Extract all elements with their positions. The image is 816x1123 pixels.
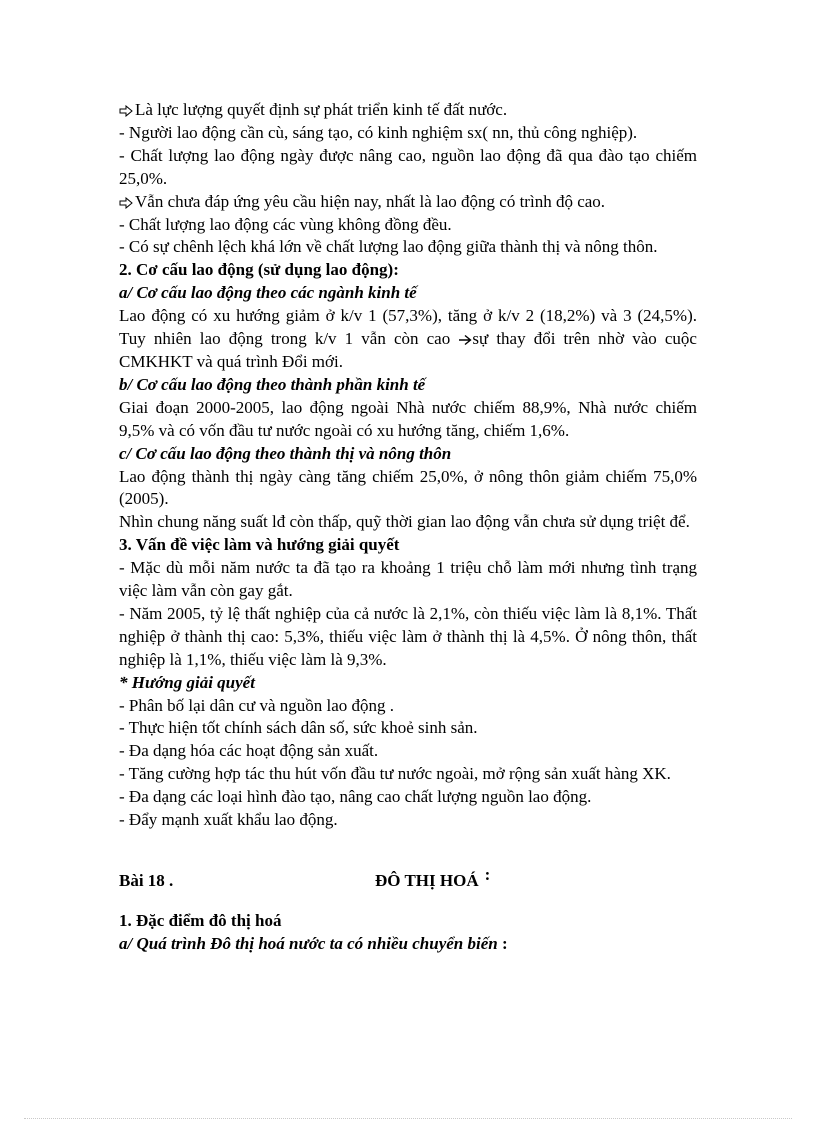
lesson-title-text: ĐÔ THỊ HOÁ — [375, 871, 479, 890]
document-page — [119, 99, 697, 956]
line-text: Vẫn chưa đáp ứng yêu cầu hiện nay, nhất là lao động có trình độ cao. — [135, 191, 606, 211]
paragraph-text: Lao động có xu hướng giảm ở k/v 1 (57,3%), tăng ở k/v 2 (18,2%) và 3 (24,5%). Tuy nhiên lao động trong k/v 1 vẫn còn cao — [119, 306, 697, 349]
line-text: - Chất lượng lao động ngày được nâng cao, nguồn lao động đã qua đào tạo chiếm 25,0%. — [119, 145, 697, 188]
lesson-title-mark: : — [484, 865, 491, 884]
paragraph-text: sự thay đổi trên nhờ vào cuộc CMKHKT và quá trình Đổi mới. — [119, 329, 697, 371]
thin-right-arrow-icon — [458, 329, 472, 348]
line-text: - Chất lượng lao động các vùng không đồng đều. — [119, 214, 452, 234]
right-arrow-icon — [119, 191, 135, 214]
subsection-a-text: a/ Quá trình Đô thị hoá nước ta có nhiều chuyển biến — [119, 933, 498, 953]
section-3-paragraph: - Mặc dù mỗi năm nước ta đã tạo ra khoảng 1 triệu chỗ làm mới nhưng tình trạng việc làm vẫn còn gay gắt. — [119, 558, 697, 601]
solution-heading: * Hướng giải quyết — [119, 672, 255, 692]
solution-item: - Phân bố lại dân cư và nguồn lao động . — [119, 695, 395, 715]
section-2a-text — [119, 305, 697, 374]
solution-item: - Thực hiện tốt chính sách dân số, sức khoẻ sinh sản. — [119, 718, 478, 738]
section-2b-text: Giai đoạn 2000-2005, lao động ngoài Nhà nước chiếm 88,9%, Nhà nước chiếm 9,5% và có vốn đầu tư nước ngoài có xu hướng tăng, chiếm 1,6%. — [119, 397, 697, 440]
subsection-a-colon: : — [497, 933, 508, 953]
section-2-heading: 2. Cơ cấu lao động (sử dụng lao động): — [119, 260, 399, 280]
text-line — [119, 214, 697, 237]
section-2b-heading: b/ Cơ cấu lao động theo thành phần kinh tế — [119, 374, 426, 394]
section-2a-heading: a/ Cơ cấu lao động theo các ngành kinh tế — [119, 283, 417, 303]
text-line — [119, 191, 697, 214]
subsection-heading: 1. Đặc điểm đô thị hoá — [119, 911, 282, 930]
lesson-header — [119, 862, 697, 896]
lesson-title — [375, 865, 491, 893]
section-3-paragraph: - Năm 2005, tỷ lệ thất nghiệp của cả nước là 2,1%, còn thiếu việc làm là 8,1%. Thất nghiệp ở thành thị cao: 5,3%, thiếu việc làm ở thành thị là 4,5%. Ở nông thôn, thất nghiệp là 1,1%, thiếu việc làm là 9,3%. — [119, 603, 697, 669]
text-line — [119, 122, 697, 145]
line-text: Là lực lượng quyết định sự phát triển kinh tế đất nước. — [135, 100, 508, 119]
line-text: - Người lao động cần cù, sáng tạo, có kinh nghiệm sx( nn, thủ công nghiệp). — [119, 122, 638, 142]
section-2c-heading: c/ Cơ cấu lao động theo thành thị và nông thôn — [119, 443, 452, 463]
subsection-a-heading — [119, 933, 697, 956]
text-line — [119, 145, 697, 191]
section-2c-text: Lao động thành thị ngày càng tăng chiếm 25,0%, ở nông thôn giảm chiếm 75,0% (2005). — [119, 466, 697, 509]
text-line — [119, 99, 697, 122]
solution-item: - Tăng cường hợp tác thu hút vốn đầu tư nước ngoài, mở rộng sản xuất hàng XK. — [119, 764, 671, 784]
right-arrow-icon — [119, 99, 135, 122]
page-footer-rule — [24, 1118, 792, 1119]
section-3-heading: 3. Vấn đề việc làm và hướng giải quyết — [119, 535, 400, 555]
line-text: - Có sự chênh lệch khá lớn về chất lượng lao động giữa thành thị và nông thôn. — [119, 237, 658, 257]
section-2c-text-2: Nhìn chung năng suất lđ còn thấp, quỹ thời gian lao động vẫn chưa sử dụng triệt để. — [119, 512, 690, 532]
solution-item: - Đa dạng hóa các hoạt động sản xuất. — [119, 741, 379, 761]
lesson-number: Bài 18 . — [119, 871, 174, 890]
solution-item: - Đa dạng các loại hình đào tạo, nâng cao chất lượng nguồn lao động. — [119, 787, 592, 807]
solution-item: - Đẩy mạnh xuất khẩu lao động. — [119, 810, 338, 830]
text-line — [119, 236, 697, 259]
